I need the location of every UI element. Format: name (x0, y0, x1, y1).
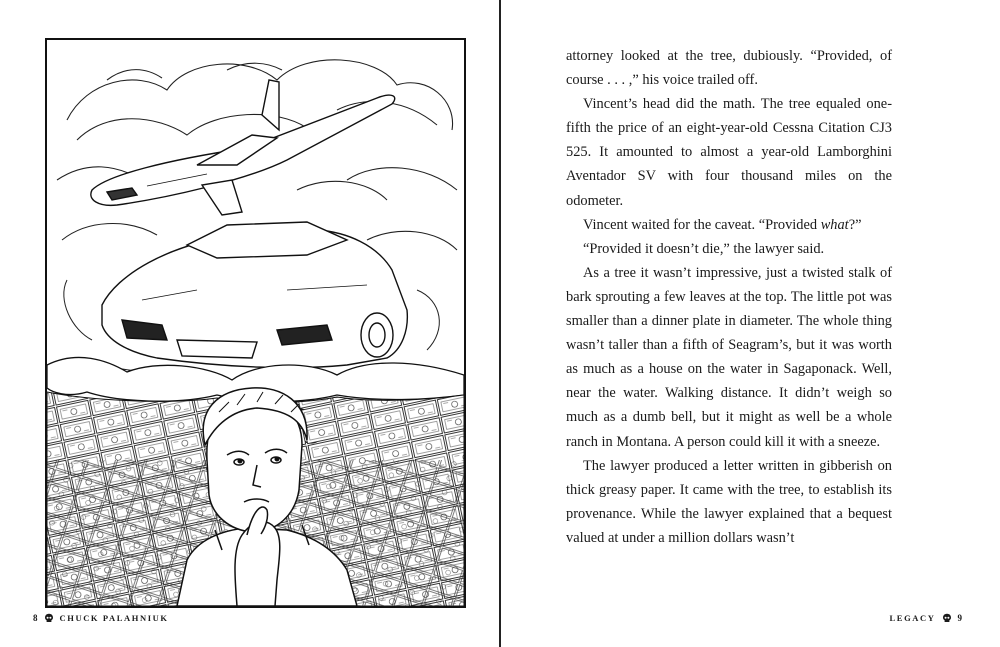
paragraph-text: Vincent waited for the caveat. “Provided (583, 216, 821, 233)
paragraph: “Provided it doesn’t die,” the lawyer said. (583, 240, 825, 257)
right-footer (890, 613, 962, 623)
page-number-left: 8 (33, 613, 38, 623)
paragraph: The lawyer produced a letter written in gibberish on thick greasy paper. It came with the tree, to establish its provenance. While the lawyer explained that a bequest valued at under a million dollars wasn’t (566, 457, 892, 546)
paragraph: Vincent’s head did the math. The tree equaled one-fifth the price of an eight-year-old Cessna Citation CJ3 525. It amounted to almost a year-old Lamborghini Aventador SV with four thousand miles on the odometer. (566, 96, 892, 209)
illustration-frame (45, 38, 466, 608)
left-page (0, 0, 499, 647)
paragraph: As a tree it wasn’t impressive, just a twisted stalk of bark sprouting a few leaves at the top. The little pot was smaller than a dinner plate in diameter. The whole thing wasn’t taller than a fifth of Seagram’s, but it was worth as much as a house on the water in Sagaponack. Well, near the water. Walking distance. It didn’t weigh so much as a dumb bell, but it might as well be a whole ranch in Montana. A person could kill it with a sneeze. (566, 264, 892, 450)
skull-icon (942, 613, 952, 623)
paragraph: attorney looked at the tree, dubiously. “Provided, of course . . . ,” his voice trailed off. (566, 48, 892, 89)
body-text (566, 44, 892, 550)
paragraph-text: ?” (848, 216, 862, 233)
page-number-right: 9 (957, 613, 962, 623)
airplane-icon (91, 80, 395, 215)
skull-icon (44, 613, 54, 623)
paragraph (566, 213, 892, 237)
running-head-title: LEGACY (889, 613, 936, 623)
illustration (47, 40, 464, 606)
emphasized-word: what (820, 216, 849, 233)
sports-car-icon (102, 222, 407, 368)
left-footer (33, 613, 169, 623)
running-head-author: CHUCK PALAHNIUK (59, 613, 169, 623)
